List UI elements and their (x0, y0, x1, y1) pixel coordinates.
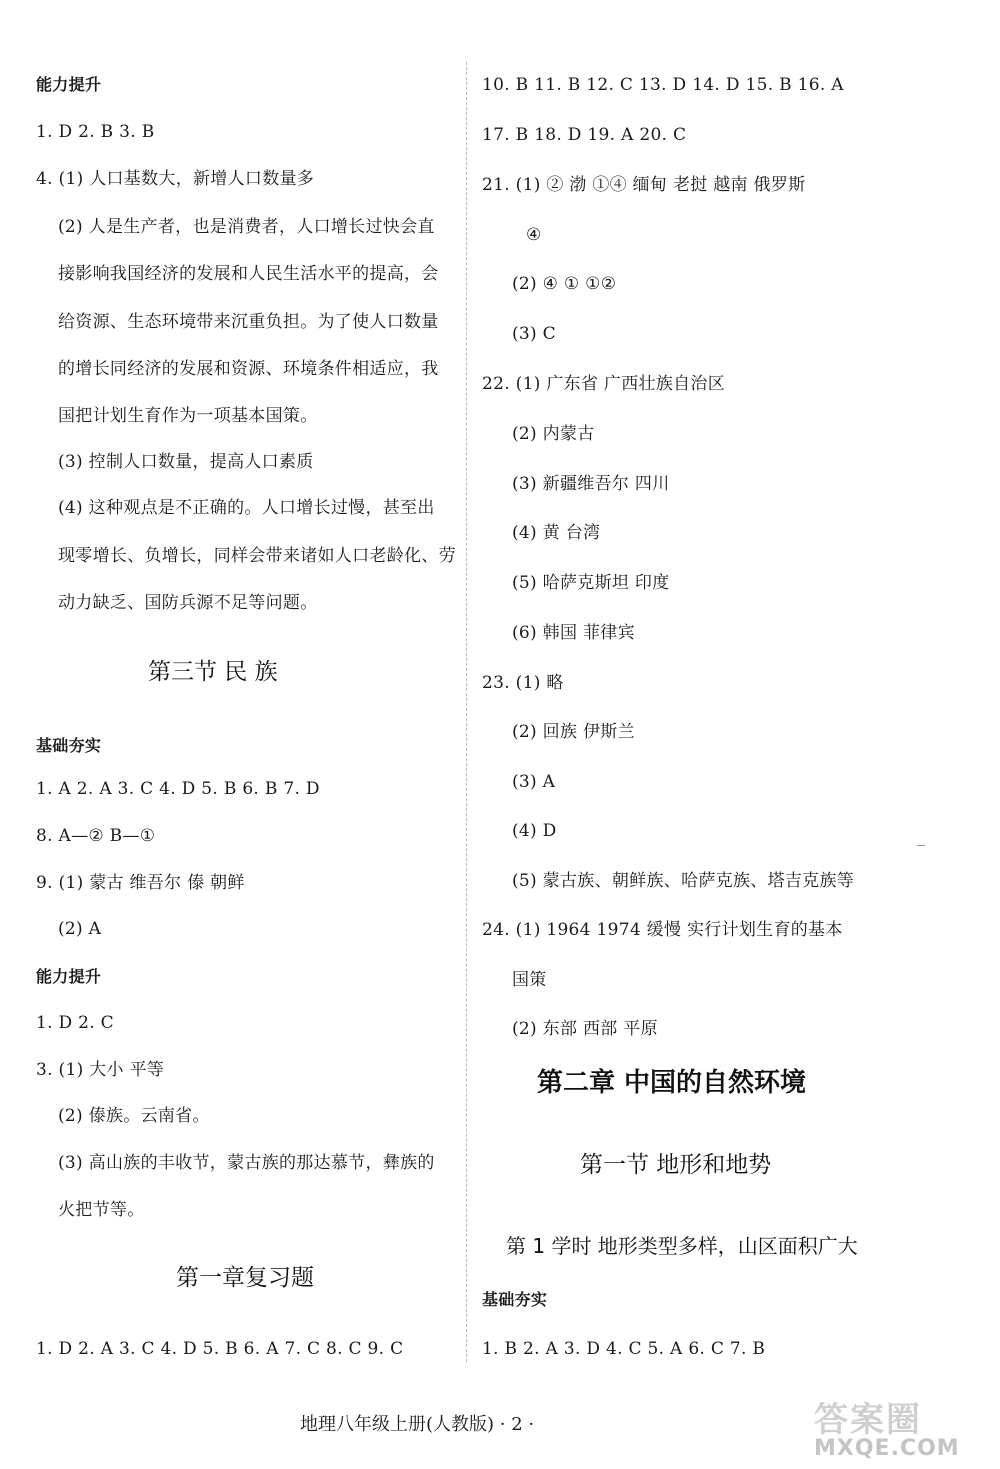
answer-line: 国把计划生育作为一项基本国策。 (58, 406, 318, 426)
answer-line: 21. (1) ② 渤 ①④ 缅甸 老挝 越南 俄罗斯 (482, 175, 806, 195)
answer-line: 4. (1) 人口基数大，新增人口数量多 (36, 169, 315, 189)
basic-heading: 基础夯实 (482, 1290, 548, 1309)
answer-line: (3) C (512, 324, 556, 344)
answer-line: (2) A (58, 919, 102, 939)
section-title: 第一节 地形和地势 (580, 1152, 772, 1178)
answer-line: (3) 新疆维吾尔 四川 (512, 474, 670, 494)
section-title: 第三节 民 族 (148, 659, 278, 685)
answer-line: 1. D 2. B 3. B (36, 122, 155, 142)
answer-line: 火把节等。 (58, 1200, 145, 1220)
margin-tick (917, 845, 925, 846)
watermark-logo-text: 答案圈 (814, 1400, 922, 1440)
answer-line: (2) ④ ① ①② (512, 274, 617, 294)
answer-line: (2) 回族 伊斯兰 (512, 722, 635, 742)
answer-line: 1. A 2. A 3. C 4. D 5. B 6. B 7. D (36, 779, 320, 799)
chapter-title: 第二章 中国的自然环境 (537, 1068, 807, 1098)
answer-line: 接影响我国经济的发展和人民生活水平的提高，会 (58, 264, 439, 284)
ability-heading: 能力提升 (36, 967, 102, 986)
answer-line: 10. B 11. B 12. C 13. D 14. D 15. B 16. A (482, 75, 844, 95)
answer-line: (2) 东部 西部 平原 (512, 1019, 658, 1039)
answer-line: (3) 控制人口数量，提高人口素质 (58, 452, 314, 472)
answer-line: 22. (1) 广东省 广西壮族自治区 (482, 374, 726, 394)
basic-heading: 基础夯实 (36, 736, 102, 755)
answer-line: (4) 这种观点是不正确的。人口增长过慢，甚至出 (58, 498, 435, 518)
answer-line: ④ (526, 225, 542, 245)
page-footer: 地理八年级上册(人教版) · 2 · (300, 1414, 535, 1435)
ability-heading: 能力提升 (36, 75, 102, 94)
answer-line: 17. B 18. D 19. A 20. C (482, 125, 687, 145)
answer-line: 动力缺乏、国防兵源不足等问题。 (58, 593, 318, 613)
review-title: 第一章复习题 (176, 1265, 314, 1291)
answer-line: 国策 (512, 970, 547, 990)
answer-line: 的增长同经济的发展和资源、环境条件相适应，我 (58, 359, 439, 379)
answer-line: 1. D 2. A 3. C 4. D 5. B 6. A 7. C 8. C 9. C (36, 1339, 404, 1359)
answer-line: (5) 蒙古族、朝鲜族、哈萨克族、塔吉克族等 (512, 871, 855, 891)
column-divider (466, 62, 467, 1362)
answer-line: (5) 哈萨克斯坦 印度 (512, 573, 670, 593)
answer-line: (2) 人是生产者，也是消费者，人口增长过快会直 (58, 217, 435, 237)
answer-line: 3. (1) 大小 平等 (36, 1060, 165, 1080)
answer-line: (2) 内蒙古 (512, 424, 595, 444)
answer-line: 23. (1) 略 (482, 673, 564, 693)
watermark-url: MXQE.COM (814, 1436, 960, 1461)
lesson-title: 第 1 学时 地形类型多样，山区面积广大 (506, 1234, 858, 1258)
answer-line: (3) A (512, 772, 556, 792)
answer-line: (2) 傣族。云南省。 (58, 1106, 210, 1126)
answer-line: (6) 韩国 菲律宾 (512, 623, 635, 643)
answer-line: 24. (1) 1964 1974 缓慢 实行计划生育的基本 (482, 920, 843, 940)
answer-line: 1. D 2. C (36, 1013, 114, 1033)
answer-line: 1. B 2. A 3. D 4. C 5. A 6. C 7. B (482, 1339, 766, 1359)
answer-line: 给资源、生态环境带来沉重负担。为了使人口数量 (58, 312, 439, 332)
answer-line: 现零增长、负增长，同样会带来诸如人口老龄化、劳 (58, 546, 456, 566)
answer-line: (4) 黄 台湾 (512, 523, 601, 543)
site-watermark (800, 1392, 990, 1464)
answer-line: (3) 高山族的丰收节，蒙古族的那达慕节，彝族的 (58, 1153, 435, 1173)
answer-line: (4) D (512, 821, 557, 841)
answer-line: 9. (1) 蒙古 维吾尔 傣 朝鲜 (36, 873, 245, 893)
answer-line: 8. A—② B—① (36, 826, 156, 846)
